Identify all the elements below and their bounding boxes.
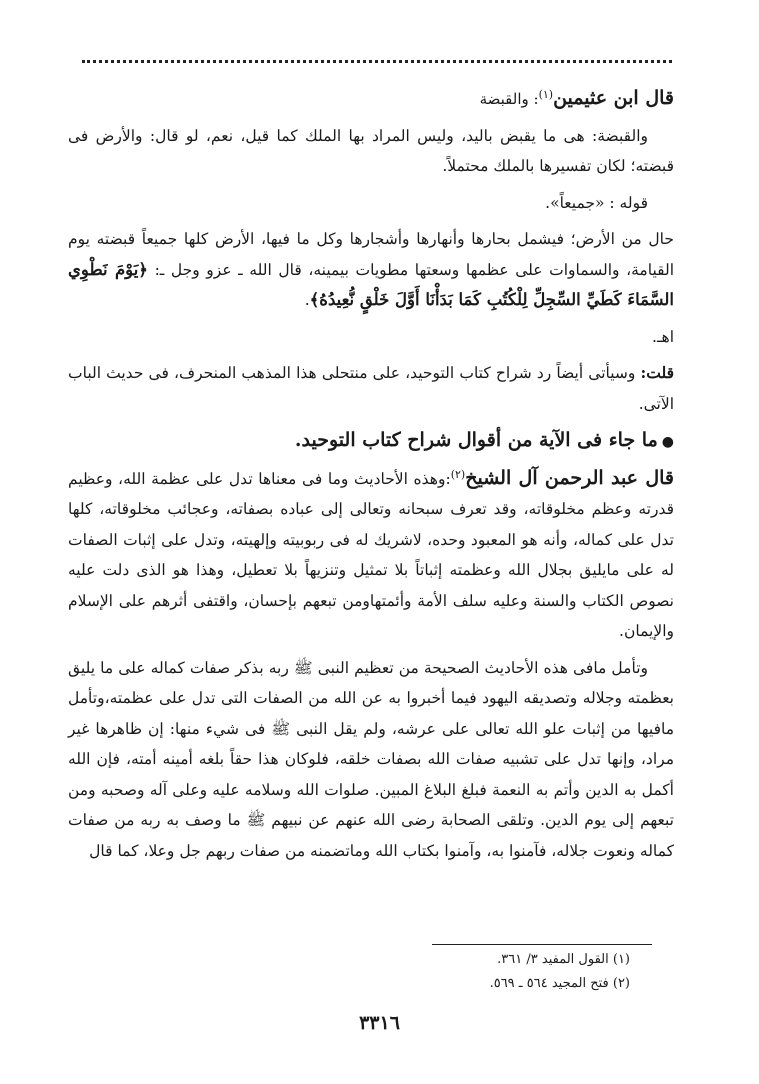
page-number: ٣٣١٦ [359,1012,400,1034]
abdulrahman-author-label: قال عبد الرحمن آل الشيخ [465,466,674,489]
bullet-icon: ● [661,434,674,451]
footnotes [300,948,630,996]
section-heading-text: ما جاء فى الآية من أقوال شراح كتاب التوحيد. [294,429,658,452]
quran-verse: ﴿يَوْمَ نَطْوِي السَّمَاءَ كَطَيِّ السِّجِلِّ لِلْكُتُبِ كَمَا بَدَأْنَا أَوَّلَ خَلْقٍ نُّعِيدُهُ﴾ [68,259,674,310]
footnote-1: (١) القول المفيد ٣/ ٣٦١. [497,952,630,967]
paragraph-hal-text: حال من الأرض؛ فيشمل بحارها وأنهارها وأشجارها وكل ما فيها، الأرض كلها جميعاً قبضته يوم القيامة، والسماوات على عظمها وسعتها مطويات بيمينه، قال الله ـ عزو وجل ـ: [68,230,675,279]
abdulrahman-text: :وهذه الأحاديث وما فى معناها تدل على عظمة الله، وعظيم قدرته وعظم مخلوقاته، وقد تعرف سبحانه وتعالى إلى عباده بصفاته، وعجائب مخلوقاته، كلها تدل على كماله، وأنه هو المعبود وحده، لاشريك له فى ربوبيته وإلهيته، وتدل على إثبات الصفات له على مايليق بجلال الله وعظمته إثباتاً بلا تمثيل وتنزيهاً بلا تعطيل، وهذا هو الذى دلت عليه نصوص الكتاب والسنة وعليه سلف الأمة وأئمتهاومن تبعهم بإحسان، واقتفى أثرهم على الإسلام والإيمان. [68,469,674,641]
footnote-2: (٢) فتح المجيد ٥٦٤ ـ ٥٦٩. [489,976,630,991]
paragraph-qabda: والقبضة: هى ما يقبض باليد، وليس المراد بها الملك كما قيل، نعم، لو قال: والأرض فى قبضته؛ لكان تفسيرها بالملك محتملاً. [68,126,674,176]
footnote-separator [432,944,652,945]
paragraph-qultu [68,358,674,419]
verse-end: . [304,291,310,310]
paragraph-taammal: وتأمل مافى هذه الأحاديث الصحيحة من تعظيم النبى ﷺ ربه بذكر صفات كماله على ما يليق بعظمته وجلاله وتصديقه اليهود فيما أخبروا به عن الله من الصفات التى تدل على عظمته،وتأمل مافيها من إثبات علو الله تعالى على عرشه، ولم يقل النبى ﷺ فى شيء منها: إن ظاهرها غير مراد، وإنها تدل على تشبيه صفات الله بصفات خلقه، فلوكان هذا حقاً بلغه أمينه أمته، فإن الله أكمل به الدين وأتم به النعمة فبلغ البلاغ المبين. صلوات الله وسلامه عليه وعلى آله وصحبه ومن تبعهم إلى يوم الدين. وتلقى الصحابة رضى الله عنهم عن نبيهم ﷺ ما وصف به ربه من صفات كماله ونعوت جلاله، فآمنوا به، وآمنوا بكتاب الله وماتضمنه من صفات ربهم جل وعلا، كما قال [68,658,674,860]
paragraph-abdulrahman [68,460,674,647]
paragraph-ah: اهـ. [652,327,674,346]
paragraph-hal [68,224,674,316]
qultu-label: قلت: [640,363,674,383]
paragraph-qawluhu: قوله : «جميعاً». [545,193,648,212]
main-text [68,80,674,872]
qultu-text: وسيأتى أيضاً رد شراح كتاب التوحيد، على منتحلى هذا المذهب المنحرف، فى حديث الباب الآتى. [68,364,674,413]
section-heading [68,425,674,458]
ibn-uthaymeen-quote-heading [68,80,674,115]
footnote-ref-1: (١) [538,88,554,101]
quote-author-label: قال ابن عثيمين [553,87,674,110]
footnote-ref-2: (٢) [450,467,466,481]
quote-intro: : والقبضة [479,90,539,109]
top-dotted-rule [82,60,672,63]
